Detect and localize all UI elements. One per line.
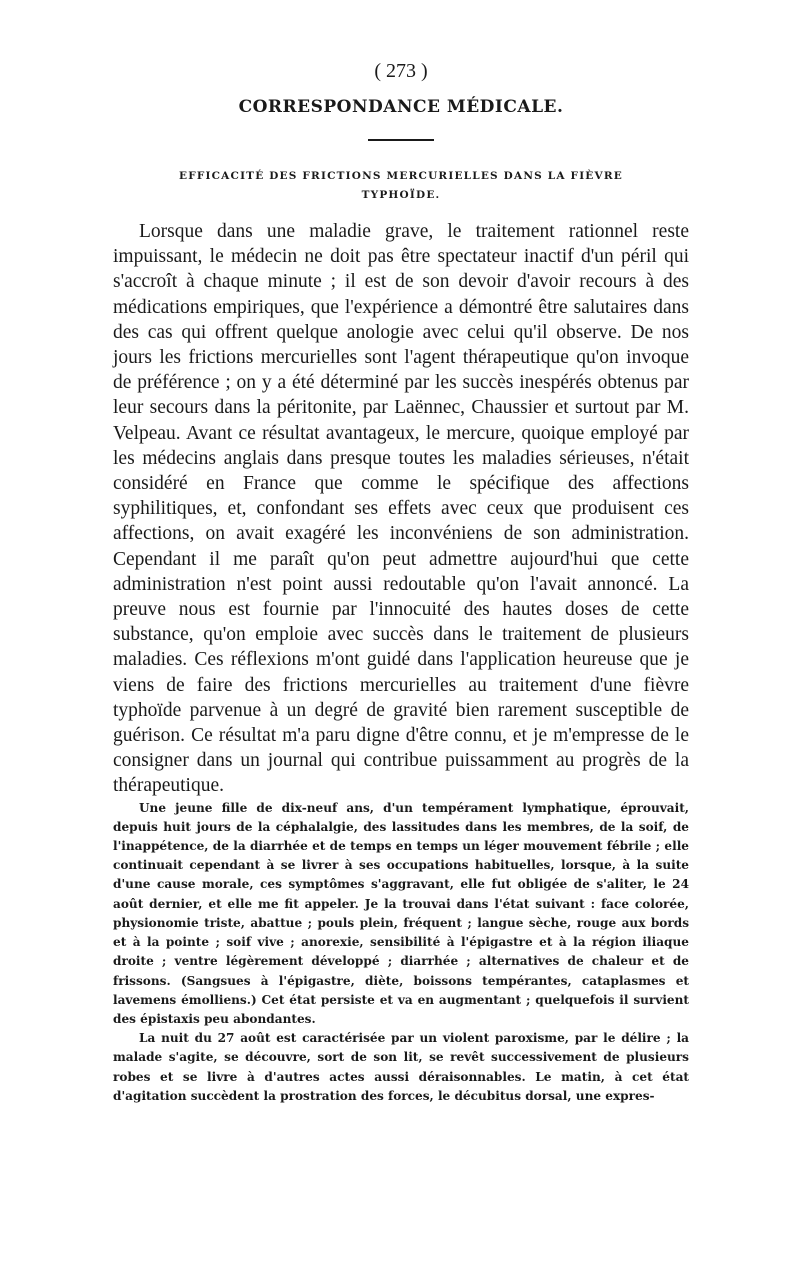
section-heading: CORRESPONDANCE MÉDICALE. (238, 97, 564, 117)
article-title (113, 167, 689, 205)
document-page (113, 60, 689, 1106)
page-number: ( 273 ) (374, 60, 428, 82)
article-title-line-2: TYPHOÏDE. (361, 189, 441, 201)
article-title-line-1: EFFICACITÉ DES FRICTIONS MERCURIELLES DANS LA FIÈVRE (178, 170, 623, 182)
intro-paragraph: Lorsque dans une maladie grave, le traitement rationnel reste impuissant, le médecin ne doit pas être spectateur inactif d'un péril qui s'accroît à chaque minute ; il est de son devoir d'avoir recours à des médications empiriques, que l'expérience a démontré être salutaires dans des cas qui offrent quelque anologie avec celui qu'il observe. De nos jours les frictions mercurielles sont l'agent thérapeutique qu'on invoque de préférence ; on y a été déterminé par les succès inespérés obtenus par leur secours dans la péritonite, par Laënnec, Chaussier et surtout par M. Velpeau. Avant ce résultat avantageux, le mercure, quoique employé par les médecins anglais dans presque toutes les maladies sérieuses, n'était considéré en France que comme le spécifique des affections syphilitiques, et, confondant ses effets avec ceux que produisent ces affections, on avait exagéré les inconvéniens de son administration. Cependant il me paraît qu'on peut admettre aujourd'hui que cette administration n'est point aussi redoutable qu'on l'avait annoncé. La preuve nous est fournie par l'innocuité des hautes doses de cette substance, qu'on emploie avec succès dans le traitement de plusieurs maladies. Ces réflexions m'ont guidé dans l'application heureuse que je viens de faire des frictions mercurielles au traitement d'une fièvre typhoïde parvenue à un degré de gravité bien rarement susceptible de guérison. Ce résultat m'a paru digne d'être connu, et je m'empresse de le consigner dans un journal qui contribue puissamment au progrès de la thérapeutique. (113, 221, 689, 797)
heading-divider (368, 139, 434, 141)
case-paragraph-2: La nuit du 27 août est caractérisée par un violent paroxisme, par le délire ; la malade s'agite, se découvre, sort de son lit, se revêt successivement de plusieurs robes et se livre à d'autres actes aussi déraisonnables. Le matin, à cet état d'agitation succèdent la prostration des forces, le décubitus dorsal, une expres- (113, 1031, 689, 1103)
case-paragraph-1: Une jeune fille de dix-neuf ans, d'un tempérament lymphatique, éprouvait, depuis huit jours de la céphalalgie, des lassitudes dans les membres, de la soif, de l'inappétence, de la diarrhée et de temps en temps un léger mouvement fébrile ; elle continuait cependant à se livrer à ses occupations habituelles, lorsque, à la suite d'une cause morale, ces symptômes s'aggravant, elle fut obligée de s'aliter, le 24 août dernier, et elle me fit appeler. Je la trouvai dans l'état suivant : face colorée, physionomie triste, abattue ; pouls plein, fréquent ; langue sèche, rouge aux bords et à la pointe ; soif vive ; anorexie, sensibilité à l'épigastre et à la région iliaque droite ; ventre légèrement développé ; diarrhée ; alternatives de chaleur et de frissons. (Sangsues à l'épigastre, diète, boissons tempérantes, cataplasmes et lavemens émolliens.) Cet état persiste et va en augmentant ; quelquefois il survient des épistaxis peu abondantes. (113, 800, 689, 1026)
